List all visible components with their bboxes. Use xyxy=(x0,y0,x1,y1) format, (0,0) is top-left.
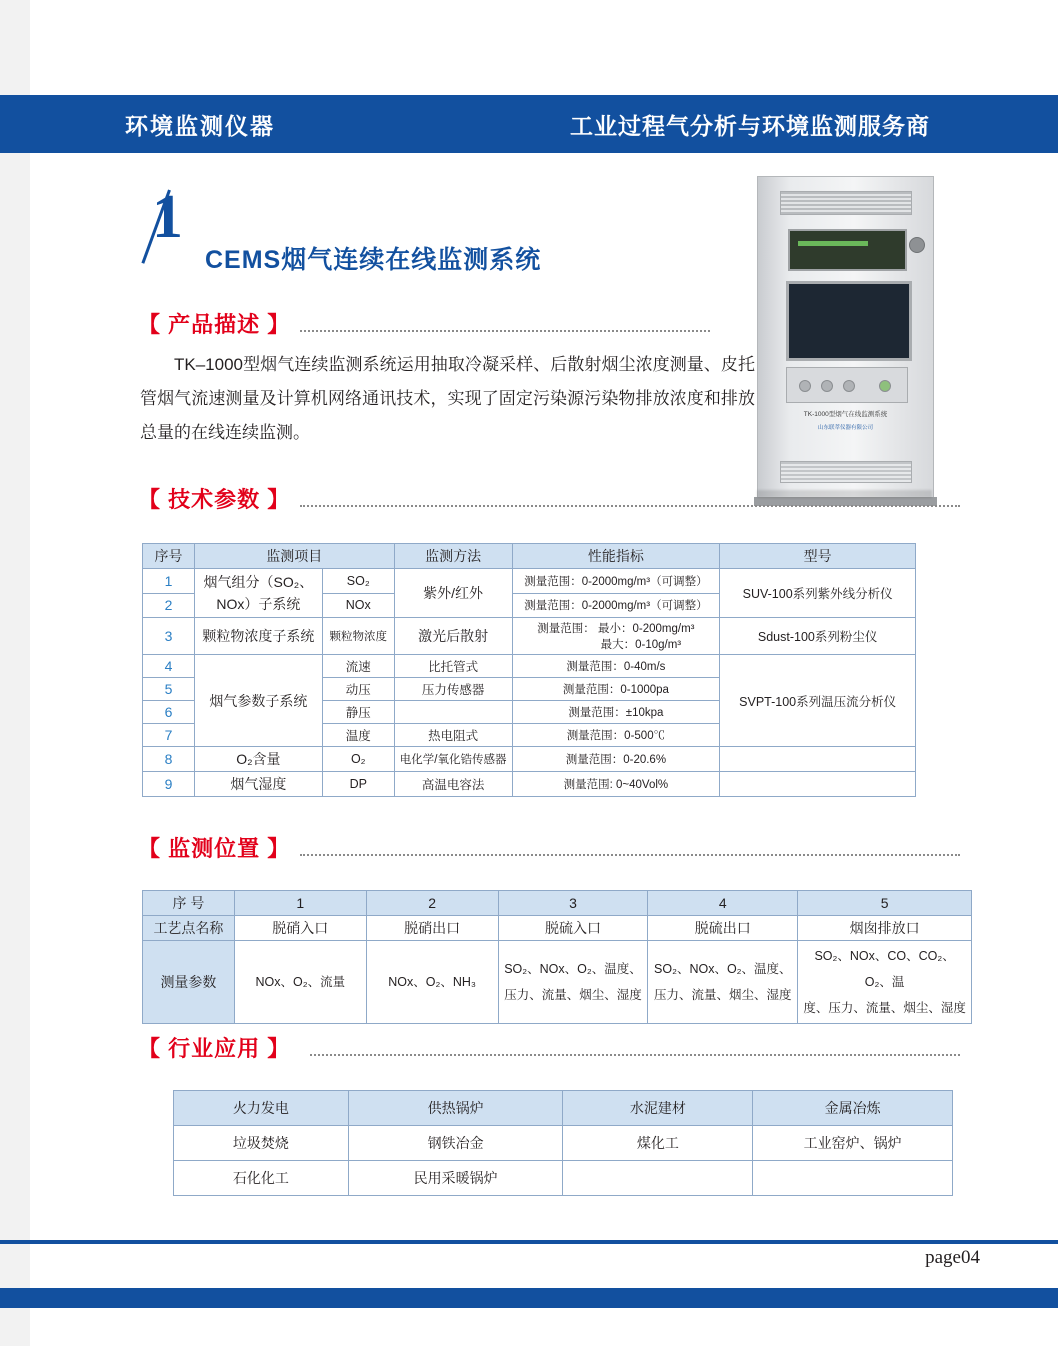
cell-item: 烟气组分（SO₂、NOx）子系统 xyxy=(194,569,322,618)
cell-spec-line2: 最大：0-10g/m³ xyxy=(600,639,682,651)
cell-sub: SO₂ xyxy=(322,569,394,594)
table-row xyxy=(174,1161,953,1196)
cell-name-5: 烟囱排放口 xyxy=(798,916,972,941)
row-label-no: 序 号 xyxy=(143,891,235,916)
cell-param-1-line1: NOx、O₂、流量 xyxy=(255,975,346,989)
th-method: 监测方法 xyxy=(394,544,512,569)
cabinet-device-label: TK-1000型烟气在线监测系统 xyxy=(803,411,888,418)
display-led-line xyxy=(798,241,868,246)
cell-name-4: 脱硫出口 xyxy=(648,916,798,941)
cell-model: Sdust-100系列粉尘仪 xyxy=(720,618,916,655)
cell-method: 压力传感器 xyxy=(394,678,512,701)
cell-spec: 测量范围：0-1000pa xyxy=(512,678,720,701)
panel-button xyxy=(799,380,811,392)
cell-name-2: 脱硝出口 xyxy=(366,916,498,941)
cell-param-4-line2: 压力、流量、烟尘、湿度 xyxy=(654,988,792,1002)
tech-parameters-table xyxy=(142,543,916,797)
table-header-row xyxy=(143,544,916,569)
row-label-params: 测量参数 xyxy=(143,941,235,1024)
cabinet-bottom-vent xyxy=(780,461,912,483)
cell-name-3: 脱硫入口 xyxy=(498,916,648,941)
cell-no-3: 3 xyxy=(498,891,648,916)
cell-sub: 动压 xyxy=(322,678,394,701)
cell-sub: O₂ xyxy=(322,747,394,772)
th-industry-1: 火力发电 xyxy=(174,1091,349,1126)
section-number: 1 xyxy=(152,183,183,251)
th-industry-3: 水泥建材 xyxy=(563,1091,753,1126)
product-description-text: TK–1000型烟气连续监测系统运用抽取冷凝采样、后散射烟尘浓度测量、皮托管烟气流速测量及计算机网络通讯技术，实现了固定污染源污染物排放浓度和排放总量的在线连续监测。 xyxy=(140,355,755,442)
table-row xyxy=(143,618,916,655)
cell-method: 电化学/氧化锆传感器 xyxy=(394,747,512,772)
cabinet-display-small xyxy=(788,229,907,271)
cell-no: 2 xyxy=(143,593,195,618)
industry-application-table xyxy=(173,1090,953,1196)
cell-param-3-line1: SO₂、NOx、O₂、温度、 xyxy=(504,962,642,976)
cell-model: SVPT-100系列温压流分析仪 xyxy=(720,655,916,747)
th-industry-4: 金属冶炼 xyxy=(753,1091,953,1126)
cell-sub: 静压 xyxy=(322,701,394,724)
table-row-names xyxy=(143,916,972,941)
section-heading-tech-params: 【 技术参数 】 xyxy=(138,487,291,512)
monitoring-position-table xyxy=(142,890,972,1024)
cell-item: O₂含量 xyxy=(194,747,322,772)
table-row xyxy=(143,772,916,797)
cell-spec: 测量范围：±10kpa xyxy=(512,701,720,724)
cell-spec xyxy=(512,618,720,655)
cell-method: 激光后散射 xyxy=(394,618,512,655)
cell-no: 1 xyxy=(143,569,195,594)
cell-model xyxy=(720,772,916,797)
section-heading-product-desc: 【 产品描述 】 xyxy=(138,312,291,337)
header-right-title: 工业过程气分析与环境监测服务商 xyxy=(570,113,930,139)
cell-sub: 颗粒物浓度 xyxy=(322,618,394,655)
cabinet-top-vent xyxy=(780,191,912,215)
dotted-rule-tech-params xyxy=(300,505,960,507)
table-row xyxy=(143,655,916,678)
cell-industry: 石化化工 xyxy=(174,1161,349,1196)
cell-method: 高温电容法 xyxy=(394,772,512,797)
cell-industry xyxy=(753,1161,953,1196)
cell-sub: 温度 xyxy=(322,724,394,747)
cell-spec: 测量范围：0-500℃ xyxy=(512,724,720,747)
cell-param-2-line1: NOx、O₂、NH₃ xyxy=(388,975,476,989)
cabinet-display-large xyxy=(786,281,912,361)
panel-button xyxy=(821,380,833,392)
cell-item: 颗粒物浓度子系统 xyxy=(194,618,322,655)
cell-spec: 测量范围：0-2000mg/m³（可调整） xyxy=(512,569,720,594)
page-number: page04 xyxy=(925,1247,980,1268)
footer-rule xyxy=(0,1240,1058,1244)
cell-no-4: 4 xyxy=(648,891,798,916)
th-industry-2: 供热锅炉 xyxy=(348,1091,563,1126)
th-spec: 性能指标 xyxy=(512,544,720,569)
cell-industry: 钢铁冶金 xyxy=(348,1126,563,1161)
cell-param-5 xyxy=(798,941,972,1024)
cell-item: 烟气参数子系统 xyxy=(194,655,322,747)
cell-spec: 测量范围：0-2000mg/m³（可调整） xyxy=(512,593,720,618)
cell-sub: NOx xyxy=(322,593,394,618)
dotted-rule-monitor-position xyxy=(300,854,960,856)
cell-spec-line1: 测量范围： 最小：0-200mg/m³ xyxy=(537,623,695,635)
cell-industry: 煤化工 xyxy=(563,1126,753,1161)
panel-button xyxy=(843,380,855,392)
header-left-title: 环境监测仪器 xyxy=(125,113,275,139)
cell-industry xyxy=(563,1161,753,1196)
cell-param-3 xyxy=(498,941,648,1024)
cell-industry: 民用采暖锅炉 xyxy=(348,1161,563,1196)
cell-no-1: 1 xyxy=(234,891,366,916)
cell-method: 比托管式 xyxy=(394,655,512,678)
cell-no: 8 xyxy=(143,747,195,772)
cell-model xyxy=(720,747,916,772)
section-heading-monitor-position: 【 监测位置 】 xyxy=(138,836,291,861)
cabinet-shadow xyxy=(757,490,932,498)
table-header-row xyxy=(174,1091,953,1126)
cell-param-1 xyxy=(234,941,366,1024)
cell-method xyxy=(394,701,512,724)
cell-no: 7 xyxy=(143,724,195,747)
cell-sub: DP xyxy=(322,772,394,797)
cell-param-5-line1: SO₂、NOx、CO、CO₂、O₂、温 xyxy=(814,949,955,989)
cell-method: 热电阻式 xyxy=(394,724,512,747)
table-row-params xyxy=(143,941,972,1024)
page-title: CEMS烟气连续在线监测系统 xyxy=(205,246,542,274)
row-label-name: 工艺点名称 xyxy=(143,916,235,941)
cell-industry: 垃圾焚烧 xyxy=(174,1126,349,1161)
cems-cabinet-photo xyxy=(757,176,934,498)
th-item: 监测项目 xyxy=(194,544,394,569)
cabinet-control-panel xyxy=(786,367,908,403)
cabinet-knob xyxy=(909,237,925,253)
panel-indicator xyxy=(879,380,891,392)
cell-param-4-line1: SO₂、NOx、O₂、温度、 xyxy=(654,962,792,976)
cell-no: 5 xyxy=(143,678,195,701)
cell-spec: 测量范围: 0~40Vol% xyxy=(512,772,720,797)
th-model: 型号 xyxy=(720,544,916,569)
page-left-edge xyxy=(0,0,30,1346)
section-heading-industry: 【 行业应用 】 xyxy=(138,1036,291,1061)
cell-param-2 xyxy=(366,941,498,1024)
table-row-numbers xyxy=(143,891,972,916)
cell-param-4 xyxy=(648,941,798,1024)
cell-no-2: 2 xyxy=(366,891,498,916)
table-row xyxy=(143,747,916,772)
cell-no-5: 5 xyxy=(798,891,972,916)
cell-param-5-line2: 度、压力、流量、烟尘、湿度 xyxy=(803,1001,966,1015)
table-row xyxy=(174,1126,953,1161)
cell-no: 9 xyxy=(143,772,195,797)
cell-no: 6 xyxy=(143,701,195,724)
cell-spec: 测量范围：0-20.6% xyxy=(512,747,720,772)
th-no: 序号 xyxy=(143,544,195,569)
cell-param-3-line2: 压力、流量、烟尘、湿度 xyxy=(504,988,642,1002)
cell-method: 紫外/红外 xyxy=(394,569,512,618)
table-row xyxy=(143,569,916,594)
dotted-rule-industry xyxy=(310,1054,960,1056)
footer-bar xyxy=(0,1288,1058,1308)
cell-industry: 工业窑炉、锅炉 xyxy=(753,1126,953,1161)
cell-name-1: 脱硝入口 xyxy=(234,916,366,941)
cell-model: SUV-100系列紫外线分析仪 xyxy=(720,569,916,618)
cell-item: 烟气湿度 xyxy=(194,772,322,797)
cell-no: 4 xyxy=(143,655,195,678)
cell-spec: 测量范围：0-40m/s xyxy=(512,655,720,678)
cabinet-brand-label: 山东联萃仪器有限公司 xyxy=(817,425,873,431)
cell-sub: 流速 xyxy=(322,655,394,678)
dotted-rule-product-desc xyxy=(300,330,710,332)
cell-no: 3 xyxy=(143,618,195,655)
